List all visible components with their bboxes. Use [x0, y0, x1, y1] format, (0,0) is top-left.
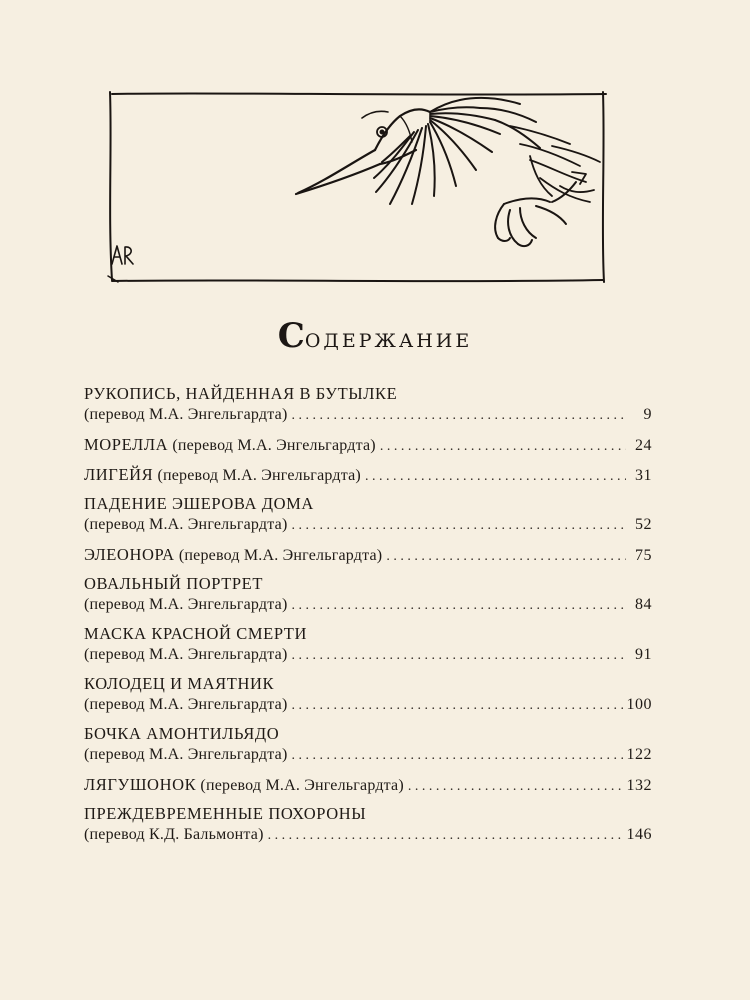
toc-leader-line — [84, 544, 652, 565]
toc-dot-leader — [291, 695, 622, 716]
toc-title: ЛЯГУШОНОК — [84, 775, 197, 794]
toc-title: РУКОПИСЬ, НАЙДЕННАЯ В БУТЫЛКЕ — [84, 384, 398, 403]
toc-entry[interactable] — [84, 774, 652, 795]
toc-dot-leader — [365, 466, 626, 487]
toc-translator: (перевод М.А. Энгельгардта) — [84, 596, 288, 613]
toc-label — [84, 644, 287, 665]
toc-leader-line — [84, 404, 652, 425]
toc-label — [84, 824, 264, 845]
toc-dot-leader — [408, 776, 623, 797]
toc-title: МАСКА КРАСНОЙ СМЕРТИ — [84, 624, 307, 643]
toc-dot-leader — [268, 825, 623, 846]
toc-dot-leader — [386, 546, 626, 567]
toc-translator: (перевод М.А. Энгельгардта) — [84, 646, 288, 663]
toc-entry[interactable] — [84, 494, 652, 535]
toc-label — [84, 594, 287, 615]
toc-translator: (перевод М.А. Энгельгардта) — [178, 547, 383, 564]
toc-entry[interactable] — [84, 574, 652, 615]
toc-translator: (перевод М.А. Энгельгардта) — [84, 696, 288, 713]
toc-entry[interactable] — [84, 724, 652, 765]
toc-title: КОЛОДЕЦ И МАЯТНИК — [84, 674, 275, 693]
artist-monogram — [112, 246, 133, 264]
toc-page-number: 52 — [635, 516, 652, 533]
toc-entry[interactable] — [84, 384, 652, 425]
toc-translator: (перевод М.А. Энгельгардта) — [84, 746, 288, 763]
toc-dot-leader — [380, 436, 626, 457]
toc-page-number: 9 — [643, 406, 652, 423]
toc-page-number: 84 — [635, 596, 652, 613]
toc-page-number: 146 — [626, 826, 652, 843]
toc-dot-leader — [291, 645, 626, 666]
toc-title: ПРЕЖДЕВРЕМЕННЫЕ ПОХОРОНЫ — [84, 804, 367, 823]
toc-title: ПАДЕНИЕ ЭШЕРОВА ДОМА — [84, 494, 314, 513]
toc-page-number: 132 — [626, 777, 652, 794]
heading-initial: С — [277, 316, 305, 356]
toc-page-number: 31 — [635, 467, 652, 484]
toc-page-number: 100 — [626, 696, 652, 713]
toc-title: ЭЛЕОНОРА — [84, 545, 175, 564]
toc-title: ЛИГЕЙЯ — [84, 465, 154, 484]
toc-label — [84, 514, 287, 535]
heading-rest: одержание — [304, 323, 473, 354]
toc-translator: (перевод М.А. Энгельгардта) — [157, 467, 361, 484]
toc-leader-line — [84, 774, 652, 795]
bird-illustration — [100, 86, 610, 288]
toc-entry[interactable] — [84, 804, 652, 845]
toc-leader-line — [84, 644, 652, 665]
toc-page-number: 24 — [635, 437, 652, 454]
toc-label — [84, 434, 376, 456]
table-of-contents — [84, 384, 652, 854]
toc-dot-leader — [291, 515, 626, 536]
toc-leader-line — [84, 514, 652, 535]
toc-label — [84, 464, 361, 486]
toc-leader-line — [84, 594, 652, 615]
toc-translator: (перевод М.А. Энгельгардта) — [84, 406, 288, 423]
toc-leader-line — [84, 464, 652, 485]
contents-heading — [0, 316, 750, 356]
toc-title: БОЧКА АМОНТИЛЬЯДО — [84, 724, 280, 743]
toc-entry[interactable] — [84, 674, 652, 715]
toc-leader-line — [84, 744, 652, 765]
toc-page-number: 91 — [635, 646, 652, 663]
toc-label — [84, 404, 287, 425]
toc-translator: (перевод М.А. Энгельгардта) — [200, 777, 404, 794]
toc-label — [84, 694, 287, 715]
toc-translator: (перевод М.А. Энгельгардта) — [84, 516, 288, 533]
toc-label — [84, 774, 404, 796]
toc-entry[interactable] — [84, 544, 652, 565]
toc-title: ОВАЛЬНЫЙ ПОРТРЕТ — [84, 574, 264, 593]
toc-entry[interactable] — [84, 624, 652, 665]
toc-label — [84, 744, 287, 765]
toc-translator: (перевод М.А. Энгельгардта) — [172, 437, 376, 454]
toc-leader-line — [84, 694, 652, 715]
toc-dot-leader — [291, 745, 622, 766]
toc-leader-line — [84, 824, 652, 845]
toc-translator: (перевод К.Д. Бальмонта) — [84, 826, 264, 843]
toc-leader-line — [84, 434, 652, 455]
toc-entry[interactable] — [84, 464, 652, 485]
toc-dot-leader — [291, 595, 626, 616]
toc-entry[interactable] — [84, 434, 652, 455]
toc-title: МОРЕЛЛА — [84, 435, 169, 454]
toc-page-number: 75 — [635, 547, 652, 564]
toc-label — [84, 544, 382, 566]
toc-dot-leader — [291, 405, 626, 426]
toc-page-number: 122 — [626, 746, 652, 763]
